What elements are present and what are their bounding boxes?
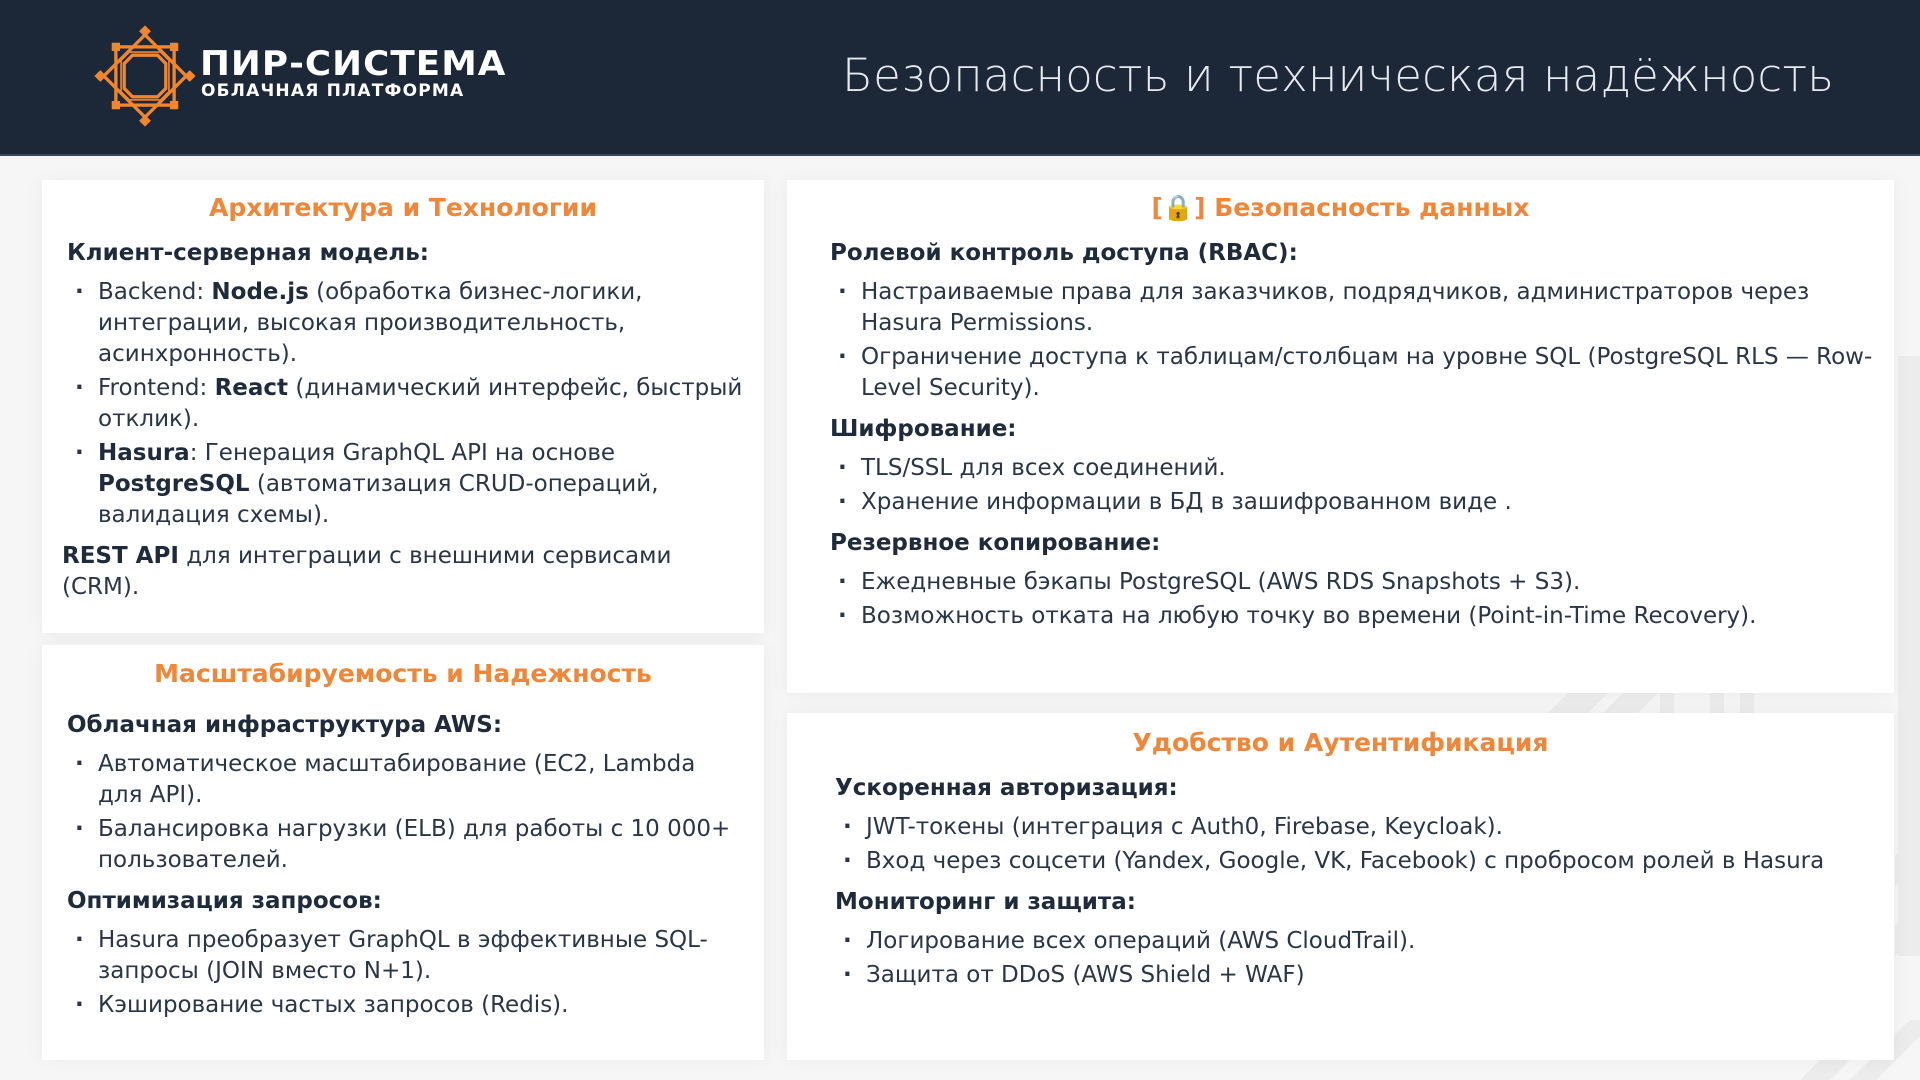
item-bold: REST API — [62, 543, 179, 569]
list-item: · Вход через соцсети (Yandex, Google, VK, Facebook) с пробросом ролей в Hasura — [835, 846, 1874, 877]
list-item — [67, 277, 744, 370]
section-heading: Мониторинг и защита: — [835, 889, 1136, 915]
list-item: · Ограничение доступа к таблицам/столбцам на уровне SQL (PostgreSQL RLS — Row-Level Security). — [830, 342, 1874, 404]
item-bold: PostgreSQL — [98, 471, 250, 497]
list-item: · JWT-токены (интеграция с Auth0, Firebase, Keycloak). — [835, 812, 1874, 843]
list-item: · Возможность отката на любую точку во времени (Point-in-Time Recovery). — [830, 601, 1874, 632]
list-item: · Защита от DDoS (AWS Shield + WAF) — [835, 960, 1874, 991]
card-title: Масштабируемость и Надежность — [154, 659, 652, 688]
list-item: · TLS/SSL для всех соединений. — [830, 453, 1874, 484]
auth-card — [787, 713, 1894, 1060]
lock-icon: 🔒 — [1162, 193, 1195, 222]
scalability-card — [42, 645, 764, 1060]
section-heading: Ролевой контроль доступа (RBAC): — [830, 240, 1298, 266]
list-item — [67, 373, 744, 435]
item-text: (динамический интерфейс, быстрый отклик). — [98, 375, 743, 432]
company-logo[interactable] — [93, 24, 513, 128]
list-item: · Автоматическое масштабирование (EC2, Lambda для API). — [67, 749, 744, 811]
logo-name: ПИР-СИСТЕМА — [200, 44, 507, 84]
bullet-list — [830, 453, 1874, 518]
architecture-card — [42, 180, 764, 633]
list-item: · Hasura преобразует GraphQL в эффективные SQL-запросы (JOIN вместо N+1). — [67, 925, 744, 987]
section-heading: Резервное копирование: — [830, 530, 1161, 556]
section-heading: Оптимизация запросов: — [67, 888, 382, 914]
bullet-list — [830, 277, 1874, 404]
bullet-list — [835, 926, 1874, 991]
bullet-list — [835, 812, 1874, 877]
rest-api-note — [62, 541, 744, 603]
section-heading: Ускоренная авторизация: — [835, 775, 1178, 801]
card-title — [787, 192, 1894, 224]
data-security-card — [787, 180, 1894, 693]
item-bold: Hasura — [98, 440, 190, 466]
octagram-circuit-logo-icon — [93, 24, 197, 128]
item-bold: Node.js — [211, 279, 309, 305]
item-text: для интеграции с внешними сервисами (CRM). — [62, 543, 672, 600]
list-item: · Балансировка нагрузки (ELB) для работы с 10 000+ пользователей. — [67, 814, 744, 876]
card-title: Архитектура и Технологии — [209, 193, 597, 222]
section-heading: Облачная инфраструктура AWS: — [67, 712, 503, 738]
bullet-list — [67, 749, 744, 876]
card-title: Удобство и Аутентификация — [1132, 728, 1549, 757]
header-bar — [0, 0, 1920, 156]
bullet-list — [67, 277, 744, 531]
item-bold: React — [214, 375, 289, 401]
list-item: · Кэширование частых запросов (Redis). — [67, 990, 744, 1021]
item-text: : Генерация GraphQL API на основе — [189, 440, 616, 466]
list-item: · Ежедневные бэкапы PostgreSQL (AWS RDS Snapshots + S3). — [830, 567, 1874, 598]
list-item: · Хранение информации в БД в зашифрованном виде . — [830, 487, 1874, 518]
bracket: [ — [1151, 193, 1163, 222]
bracket: ] — [1194, 193, 1206, 222]
item-text: Backend: — [98, 279, 212, 305]
bullet-list — [67, 925, 744, 1021]
list-item: · Логирование всех операций (AWS CloudTrail). — [835, 926, 1874, 957]
card-title-text: Безопасность данных — [1214, 193, 1530, 222]
list-item — [67, 438, 744, 531]
item-text: (автоматизация CRUD-операций, валидация схемы). — [98, 471, 659, 528]
logo-subtitle: ОБЛАЧНАЯ ПЛАТФОРМА — [201, 81, 465, 101]
item-text: (обработка бизнес-логики, интеграции, высокая производительность, асинхронность). — [98, 279, 643, 367]
section-heading: Клиент-серверная модель: — [67, 240, 429, 266]
section-heading: Шифрование: — [830, 416, 1017, 442]
item-text: Frontend: — [98, 375, 215, 401]
bullet-list — [830, 567, 1874, 632]
page-title: Безопасность и техническая надёжность — [842, 49, 1834, 102]
list-item: · Настраиваемые права для заказчиков, подрядчиков, администраторов через Hasura Permissions. — [830, 277, 1874, 339]
